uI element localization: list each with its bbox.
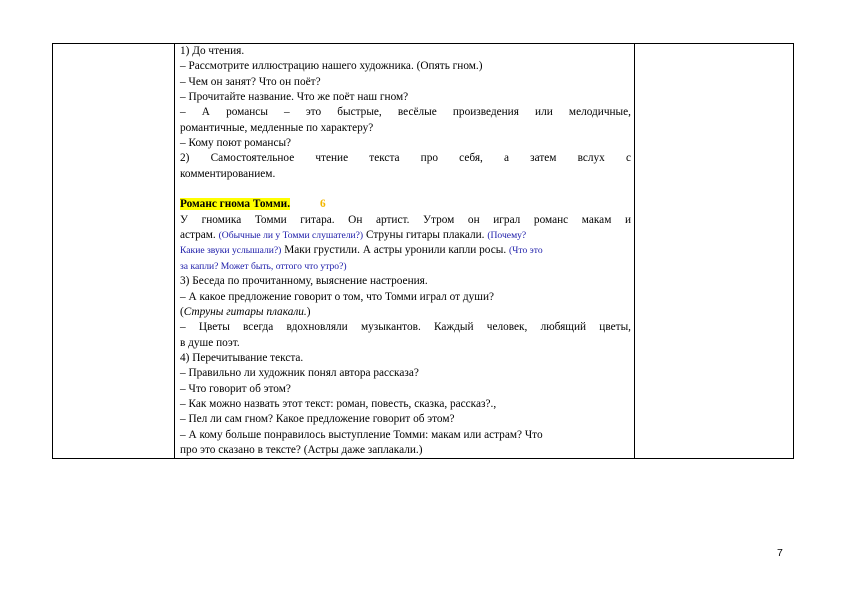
story-text: Маки грустили. А астры уронили капли росы. <box>284 244 507 257</box>
question-line: – Как можно назвать этот текст: роман, повесть, сказка, рассказ?., <box>180 397 497 410</box>
question-line: – Прочитайте название. Что же поёт наш гном? <box>180 91 409 104</box>
spacer <box>180 182 631 197</box>
teacher-note: (Что это <box>508 245 543 257</box>
story-title: Романс гнома Томми. <box>180 198 291 211</box>
question-line: – Чем он занят? Что он поёт? <box>180 75 321 88</box>
page-number: 7 <box>777 547 783 559</box>
question-line: – Правильно ли художник понял автора рассказа? <box>180 367 419 380</box>
question-line: романтичные, медленные по характеру? <box>180 121 374 134</box>
question-line: – Пел ли сам гном? Какое предложение говорит об этом? <box>180 413 455 426</box>
story-text: астрам. <box>180 229 216 242</box>
step-independent-reading-cont: комментированием. <box>180 167 276 180</box>
left-column-cell <box>53 44 175 459</box>
teacher-note: (Обычные ли у Томми слушатели?) <box>218 230 364 242</box>
table-row <box>53 44 794 459</box>
story-number: 6 <box>320 198 326 211</box>
question-line: – А романсы – это быстрые, весёлые произведения или мелодичные, <box>180 106 631 119</box>
teacher-note: Какие звуки услышали?) <box>180 245 282 257</box>
question-line: про это сказано в тексте? (Астры даже заплакали.) <box>180 443 423 456</box>
question-line: – Цветы всегда вдохновляли музыкантов. Каждый человек, любящий цветы, <box>180 321 631 334</box>
story-heading <box>180 197 631 212</box>
story-line <box>180 243 631 258</box>
question-line: – А какое предложение говорит о том, что Томми играл от души? <box>180 290 495 303</box>
question-line: – А кому больше понравилось выступление Томми: макам или астрам? Что <box>180 428 543 441</box>
lesson-table <box>52 43 794 459</box>
step-rereading: 4) Перечитывание текста. <box>180 351 304 364</box>
question-line: – Кому поют романсы? <box>180 137 292 150</box>
story-line: У гномика Томми гитара. Он артист. Утром он играл романс макам и <box>180 213 631 226</box>
right-column-cell <box>635 44 794 459</box>
question-line: – Что говорит об этом? <box>180 382 291 395</box>
story-line <box>180 259 631 274</box>
teacher-note: за капли? Может быть, оттого что утро?) <box>180 260 347 272</box>
step-independent-reading: 2) Самостоятельное чтение текста про себя, а затем вслух с <box>180 152 631 165</box>
content-cell <box>175 44 635 459</box>
step-discussion: 3) Беседа по прочитанному, выяснение настроения. <box>180 275 428 288</box>
question-line: в душе поэт. <box>180 336 240 349</box>
teacher-note: (Почему? <box>487 230 527 242</box>
answer-line: (Струны гитары плакали.) <box>180 305 311 318</box>
step-before-reading: 1) До чтения. <box>180 45 245 57</box>
story-text: Струны гитары плакали. <box>365 229 485 242</box>
answer-italic: Струны гитары плакали. <box>183 305 307 318</box>
question-line: – Рассмотрите иллюстрацию нашего художника. (Опять гном.) <box>180 60 483 73</box>
story-line <box>180 228 631 243</box>
